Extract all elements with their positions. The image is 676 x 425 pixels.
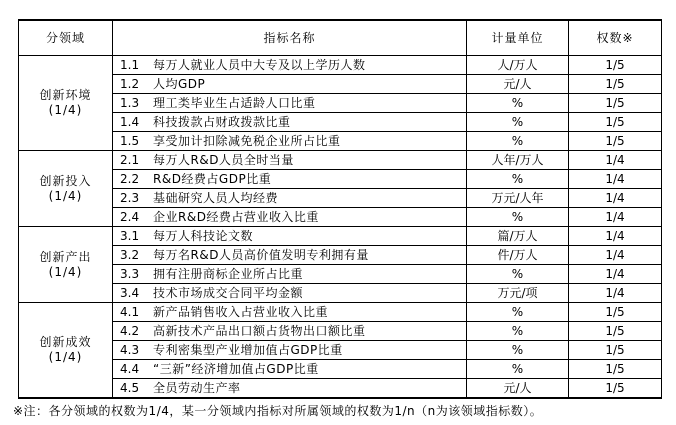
domain-fraction: (1/4) [48, 103, 83, 117]
indicator-name: 每万人R&D人员全时当量 [153, 152, 294, 167]
unit-cell: % [467, 132, 569, 151]
weight-cell: 1/4 [569, 151, 662, 170]
weight-cell: 1/5 [569, 303, 662, 322]
domain-name: 创新投入 [39, 173, 92, 188]
indicator-cell [113, 56, 467, 75]
weight-cell: 1/5 [569, 56, 662, 75]
indicator-name: 企业R&D经费占营业收入比重 [153, 209, 319, 224]
domain-fraction: (1/4) [48, 188, 83, 203]
indicator-number: 1.2 [120, 76, 140, 91]
unit-cell: % [467, 170, 569, 189]
indicator-number: 4.4 [120, 361, 140, 376]
domain-name: 创新环境 [39, 88, 92, 102]
indicator-number: 1.1 [120, 57, 140, 72]
indicator-number: 2.1 [120, 152, 140, 167]
domain-name: 创新产出 [39, 249, 92, 264]
table-row [19, 379, 662, 399]
domain-cell [19, 151, 113, 227]
indicator-cell [113, 75, 467, 94]
unit-cell: 元/人 [467, 75, 569, 94]
weight-cell: 1/5 [569, 113, 662, 132]
indicator-name: 全员劳动生产率 [153, 380, 241, 395]
header-domain: 分领域 [19, 20, 113, 56]
indicator-number: 4.5 [120, 380, 140, 395]
table-row [19, 303, 662, 322]
indicator-name: 每万人科技论文数 [153, 228, 254, 243]
indicator-number: 3.4 [120, 285, 140, 300]
unit-cell: % [467, 322, 569, 341]
unit-cell: % [467, 208, 569, 227]
indicator-cell [113, 341, 467, 360]
weight-cell: 1/4 [569, 170, 662, 189]
indicator-name: R&D经费占GDP比重 [153, 171, 272, 186]
indicator-cell [113, 379, 467, 399]
table-row [19, 151, 662, 170]
weight-cell: 1/5 [569, 341, 662, 360]
indicator-cell [113, 189, 467, 208]
indicator-number: 3.1 [120, 228, 140, 243]
group-innovation-output [19, 227, 662, 303]
indicator-cell [113, 265, 467, 284]
weight-cell: 1/5 [569, 75, 662, 94]
group-innovation-environment [19, 56, 662, 151]
table-row [19, 265, 662, 284]
indicator-number: 1.3 [120, 95, 140, 110]
unit-cell: % [467, 303, 569, 322]
unit-cell: 人年/万人 [467, 151, 569, 170]
indicator-number: 4.3 [120, 342, 140, 357]
domain-fraction: (1/4) [48, 264, 83, 279]
weight-cell: 1/4 [569, 208, 662, 227]
table-row [19, 360, 662, 379]
domain-fraction: (1/4) [48, 350, 83, 364]
unit-cell: 元/人 [467, 379, 569, 399]
indicator-cell [113, 170, 467, 189]
unit-cell: % [467, 265, 569, 284]
table-row [19, 341, 662, 360]
unit-cell: 篇/万人 [467, 227, 569, 246]
table-row [19, 322, 662, 341]
table-row [19, 208, 662, 227]
indicator-name: 拥有注册商标企业所占比重 [153, 266, 304, 281]
indicator-name: 新产品销售收入占营业收入比重 [153, 304, 329, 319]
indicator-name: 基础研究人员人均经费 [153, 190, 279, 205]
indicator-cell [113, 303, 467, 322]
indicator-number: 4.2 [120, 323, 140, 338]
indicator-cell [113, 227, 467, 246]
indicator-number: 3.2 [120, 247, 140, 262]
weight-cell: 1/5 [569, 94, 662, 113]
table-row [19, 170, 662, 189]
header-weight: 权数※ [569, 20, 662, 56]
weight-cell: 1/5 [569, 379, 662, 399]
indicator-cell [113, 360, 467, 379]
table-row [19, 113, 662, 132]
weight-cell: 1/5 [569, 322, 662, 341]
indicator-table [18, 19, 662, 399]
table-footnote: ※注：各分领域的权数为1/4，某一分领域内指标对所属领域的权数为1/n（n为该领域指标数）。 [13, 404, 543, 418]
header-row [19, 20, 662, 56]
indicator-number: 4.1 [120, 304, 140, 319]
indicator-number: 2.3 [120, 190, 140, 205]
indicator-name: 每万人就业人员中大专及以上学历人数 [153, 57, 366, 72]
domain-cell [19, 303, 113, 399]
weight-cell: 1/4 [569, 284, 662, 303]
header-indicator: 指标名称 [113, 20, 467, 56]
indicator-name: 人均GDP [153, 76, 206, 91]
group-innovation-input [19, 151, 662, 227]
indicator-name: 技术市场成交合同平均金额 [153, 285, 304, 300]
table-row [19, 189, 662, 208]
unit-cell: 万元/人年 [467, 189, 569, 208]
unit-cell: 万元/项 [467, 284, 569, 303]
group-innovation-effect [19, 303, 662, 399]
indicator-cell [113, 208, 467, 227]
weight-cell: 1/4 [569, 227, 662, 246]
unit-cell: % [467, 360, 569, 379]
indicator-number: 1.4 [120, 114, 140, 129]
indicator-cell [113, 132, 467, 151]
table-row [19, 246, 662, 265]
weight-cell: 1/4 [569, 189, 662, 208]
table-row [19, 227, 662, 246]
unit-cell: 人/万人 [467, 56, 569, 75]
weight-cell: 1/4 [569, 265, 662, 284]
domain-cell [19, 56, 113, 151]
indicator-cell [113, 284, 467, 303]
indicator-name: 理工类毕业生占适龄人口比重 [153, 95, 316, 110]
indicator-cell [113, 94, 467, 113]
unit-cell: % [467, 94, 569, 113]
indicator-name: 每万名R&D人员高价值发明专利拥有量 [153, 247, 369, 262]
domain-name: 创新成效 [39, 335, 92, 349]
unit-cell: % [467, 341, 569, 360]
indicator-name: 科技拨款占财政拨款比重 [153, 114, 291, 129]
indicator-number: 1.5 [120, 133, 140, 148]
indicator-name: 高新技术产品出口额占货物出口额比重 [153, 323, 366, 338]
table-row [19, 132, 662, 151]
weight-cell: 1/5 [569, 360, 662, 379]
indicator-name: 享受加计扣除减免税企业所占比重 [153, 133, 341, 148]
indicator-cell [113, 246, 467, 265]
header-unit: 计量单位 [467, 20, 569, 56]
indicator-cell [113, 322, 467, 341]
unit-cell: 件/万人 [467, 246, 569, 265]
indicator-cell [113, 113, 467, 132]
unit-cell: % [467, 113, 569, 132]
domain-cell [19, 227, 113, 303]
table-row [19, 75, 662, 94]
table-row [19, 56, 662, 75]
weight-cell: 1/5 [569, 132, 662, 151]
table-row [19, 94, 662, 113]
table-row [19, 284, 662, 303]
indicator-number: 2.2 [120, 171, 140, 186]
weight-cell: 1/4 [569, 246, 662, 265]
indicator-name: 专利密集型产业增加值占GDP比重 [153, 342, 343, 357]
indicator-number: 3.3 [120, 266, 140, 281]
indicator-name: “三新”经济增加值占GDP比重 [153, 361, 319, 376]
indicator-number: 2.4 [120, 209, 140, 224]
indicator-cell [113, 151, 467, 170]
